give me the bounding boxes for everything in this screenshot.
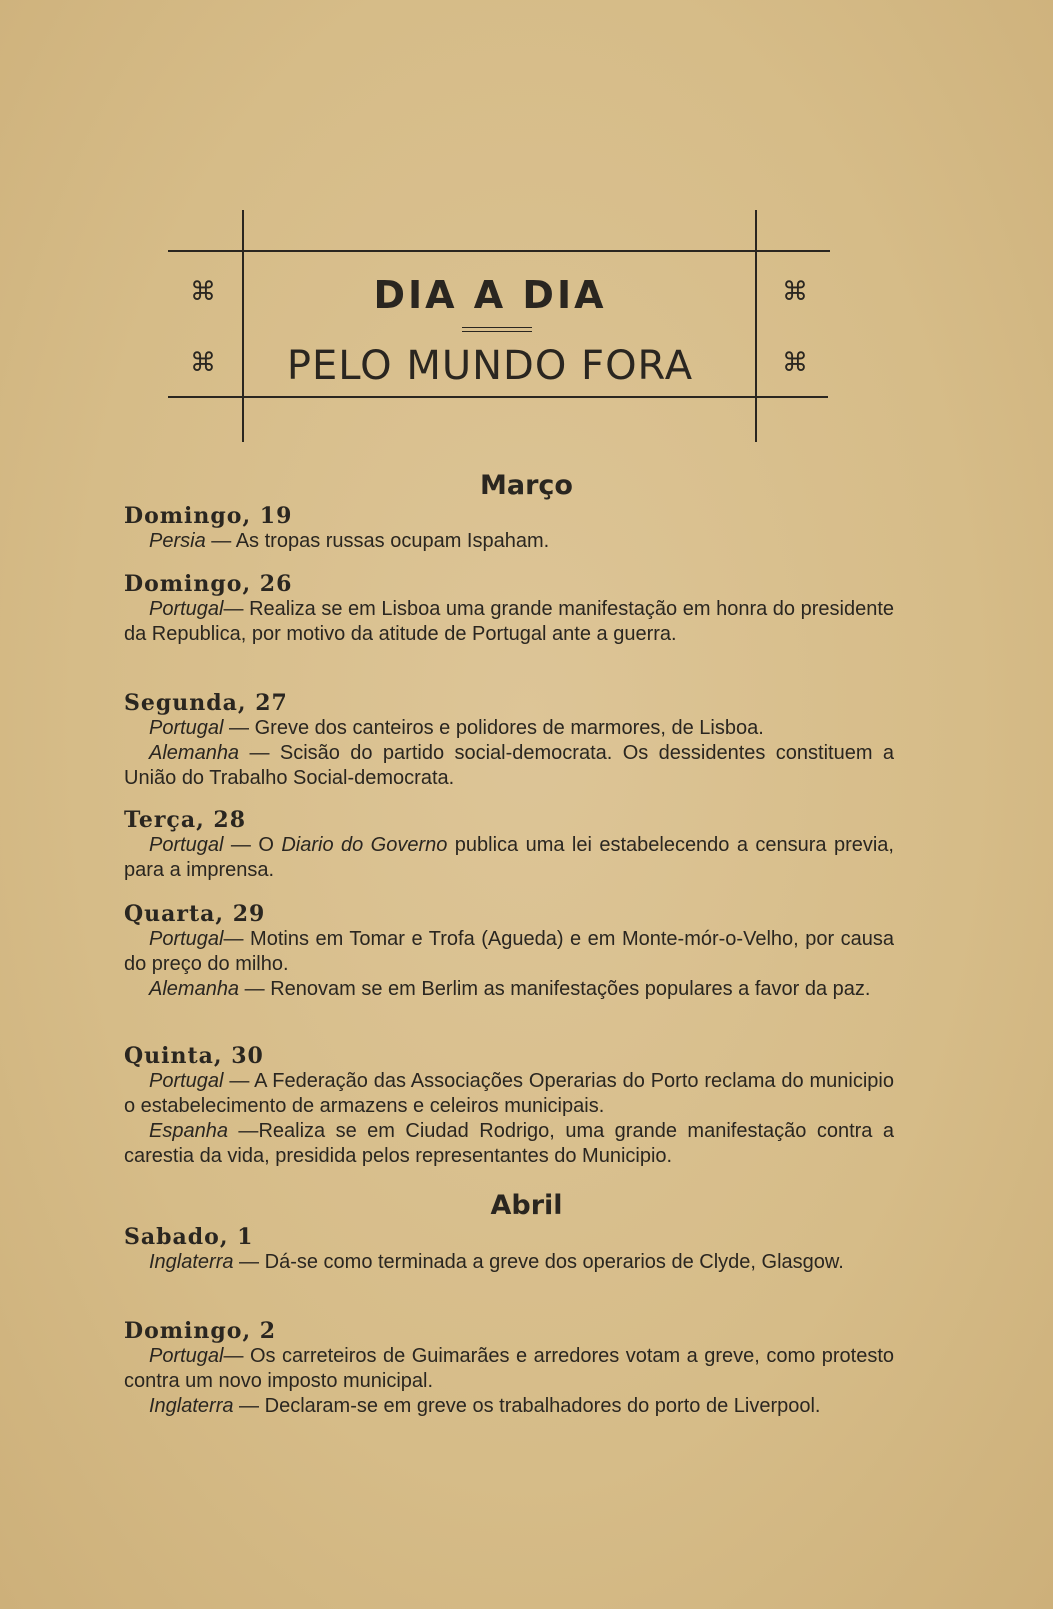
entry-date: Quarta, 29: [124, 901, 266, 927]
entry-paragraph: Portugal — Greve dos canteiros e polidores de marmores, de Lisboa.: [149, 717, 764, 739]
entry-text: Declaram-se em greve os trabalhadores do porto de Liverpool.: [264, 1395, 821, 1417]
quatrefoil-icon: ⌘: [190, 277, 216, 307]
quatrefoil-icon: ⌘: [190, 348, 216, 378]
country-name: Portugal: [149, 928, 224, 950]
entry-text: Realiza se em Lisboa uma grande manifestação em honra do presidente da Republica, por motivo da atitude de Portugal ante a guerra.: [124, 598, 895, 645]
title-separator: [462, 327, 532, 328]
entry-text: publica uma lei estabelecendo a censura previa, para a imprensa.: [124, 834, 894, 881]
entry-paragraph: Alemanha — Renovam se em Berlim as manifestações populares a favor da paz.: [149, 978, 871, 1000]
entry-date: Segunda, 27: [124, 690, 288, 716]
entry-text: Motins em Tomar e Trofa (Agueda) e em Monte-mór-o-Velho, por causa do preço do milho.: [124, 928, 895, 975]
entry-paragraph: Espanha —Realiza se em Ciudad Rodrigo, uma grande manifestação contra a carestia da vida, presidida pelos representantes do Municipio.: [124, 1120, 895, 1167]
entry-text: Scisão do partido social-democrata. Os dessidentes constituem a União do Trabalho Social-democrata.: [124, 742, 894, 789]
entry-paragraph: Portugal — O Diario do Governo publica uma lei estabelecendo a censura previa, para a imprensa.: [124, 834, 894, 881]
country-name: Portugal: [149, 834, 224, 856]
country-name: Portugal: [149, 1345, 224, 1367]
entry-text: A Federação das Associações Operarias do Porto reclama do municipio o estabelecimento de armazens e celeiros municipais.: [124, 1070, 894, 1117]
country-name: Portugal: [149, 1070, 224, 1092]
entry-text: Realiza se em Ciudad Rodrigo, uma grande manifestação contra a carestia da vida, presidida pelos representantes do Municipio.: [124, 1120, 895, 1167]
entry-date: Domingo, 2: [124, 1318, 277, 1344]
entry-text: Renovam se em Berlim as manifestações populares a favor da paz.: [270, 978, 871, 1000]
entry-date: Terça, 28: [124, 807, 247, 833]
entry-date: Domingo, 26: [124, 571, 293, 597]
entry-text: Os carreteiros de Guimarães e arredores votam a greve, como protesto contra um novo imposto municipal.: [124, 1345, 895, 1392]
publication-title: Diario do Governo: [281, 834, 448, 856]
entry: [124, 807, 894, 883]
entry-paragraph: Portugal— Motins em Tomar e Trofa (Agueda) e em Monte-mór-o-Velho, por causa do preço do milho.: [124, 928, 895, 975]
entry-paragraph: Persia — As tropas russas ocupam Ispaham.: [149, 530, 550, 552]
quatrefoil-icon: ⌘: [782, 348, 808, 378]
entry: [124, 901, 894, 1002]
entry-text: As tropas russas ocupam Ispaham.: [235, 530, 550, 552]
month-heading: Abril: [490, 1190, 563, 1221]
country-name: Persia: [149, 530, 206, 552]
header-top-rule: [168, 250, 830, 252]
entry: [124, 571, 894, 647]
entry-paragraph: Portugal— Os carreteiros de Guimarães e arredores votam a greve, como protesto contra um novo imposto municipal.: [124, 1345, 895, 1392]
country-name: Espanha: [149, 1120, 228, 1142]
entry: [124, 690, 894, 791]
country-name: Portugal: [149, 598, 224, 620]
country-name: Inglaterra: [149, 1251, 234, 1273]
header-subtitle: PELO MUNDO FORA: [286, 343, 694, 389]
entry-paragraph: Portugal— Realiza se em Lisboa uma grande manifestação em honra do presidente da Republica, por motivo da atitude de Portugal ante a guerra.: [124, 598, 895, 645]
header-title: DIA A DIA: [373, 273, 607, 317]
country-name: Alemanha: [149, 978, 240, 1000]
header-left-divider: [242, 210, 244, 442]
entry-date: Domingo, 19: [124, 503, 293, 529]
quatrefoil-icon: ⌘: [782, 277, 808, 307]
title-separator: [462, 331, 532, 332]
entry: [124, 1043, 894, 1169]
month-heading: Março: [480, 470, 573, 501]
entry-text: Dá-se como terminada a greve dos operarios de Clyde, Glasgow.: [264, 1251, 844, 1273]
entry-paragraph: Inglaterra — Declaram-se em greve os trabalhadores do porto de Liverpool.: [149, 1395, 821, 1417]
header-bottom-rule: [168, 396, 828, 398]
entry-date: Sabado, 1: [124, 1224, 254, 1250]
entry-paragraph: Portugal — A Federação das Associações Operarias do Porto reclama do municipio o estabelecimento de armazens e celeiros municipais.: [124, 1070, 894, 1117]
country-name: Portugal: [149, 717, 224, 739]
entry-paragraph: Inglaterra — Dá-se como terminada a greve dos operarios de Clyde, Glasgow.: [149, 1251, 844, 1273]
country-name: Alemanha: [149, 742, 240, 764]
entry-text: Greve dos canteiros e polidores de marmores, de Lisboa.: [254, 717, 764, 739]
entry-paragraph: Alemanha — Scisão do partido social-democrata. Os dessidentes constituem a União do Trabalho Social-democrata.: [124, 742, 894, 789]
entry: [124, 503, 894, 554]
entry-date: Quinta, 30: [124, 1043, 264, 1069]
entry: [124, 1318, 894, 1419]
header-right-divider: [755, 210, 757, 442]
country-name: Inglaterra: [149, 1395, 234, 1417]
entry: [124, 1224, 894, 1275]
